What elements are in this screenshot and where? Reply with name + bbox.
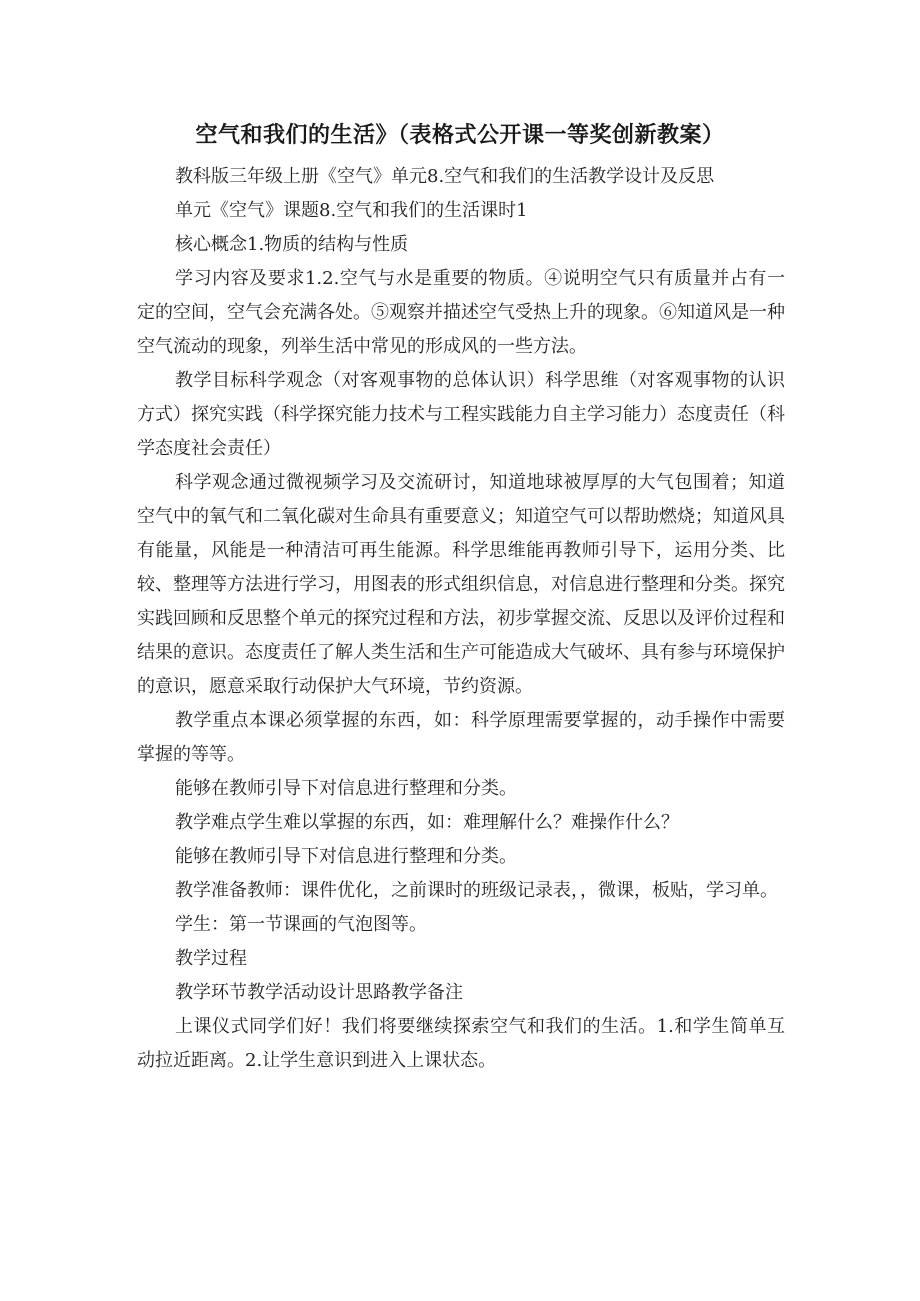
paragraph-key-points: 教学重点本课必须掌握的东西，如：科学原理需要掌握的，动手操作中需要掌握的等等。: [137, 710, 785, 765]
paragraph-student-prep: 学生：第一节课画的气泡图等。: [175, 914, 427, 935]
paragraph-teacher-prep: 教学准备教师：课件优化，之前课时的班级记录表，，微课，板贴，学习单。: [175, 880, 778, 901]
document-title: 空气和我们的生活》（表格式公开课一等奖创新教案）: [195, 123, 725, 148]
paragraph-textbook-info: 教科版三年级上册《空气》单元8.空气和我们的生活教学设计及反思: [175, 166, 715, 187]
paragraph-table-header: 教学环节教学活动设计思路教学备注: [175, 982, 463, 1003]
paragraph-core-concept: 核心概念1.物质的结构与性质: [175, 234, 409, 255]
paragraph-learning-requirements: 学习内容及要求1.2.空气与水是重要的物质。④说明空气只有质量并占有一定的空间，空气会充满各处。⑤观察并描述空气受热上升的现象。⑥知道风是一种空气流动的现象，列举生活中常见的形成风的一些方法。: [137, 268, 785, 357]
paragraph-class-ceremony: 上课仪式同学们好！我们将要继续探索空气和我们的生活。1.和学生简单互动拉近距离。2.让学生意识到进入上课状态。: [137, 1016, 785, 1071]
document-body: [137, 160, 785, 1078]
paragraph-teaching-goals: 教学目标科学观念（对客观事物的总体认识）科学思维（对客观事物的认识方式）探究实践（科学探究能力技术与工程实践能力自主学习能力）态度责任（科学态度社会责任）: [137, 370, 785, 459]
paragraph-science-concept: 科学观念通过微视频学习及交流研讨，知道地球被厚厚的大气包围着；知道空气中的氧气和二氧化碳对生命具有重要意义；知道空气可以帮助燃烧；知道风具有能量，风能是一种清洁可再生能源。科学思维能再教师引导下，运用分类、比较、整理等方法进行学习，用图表的形式组织信息，对信息进行整理和分类。探究实践回顾和反思整个单元的探究过程和方法，初步掌握交流、反思以及评价过程和结果的意识。态度责任了解人类生活和生产可能造成大气破坏、具有参与环境保护的意识，愿意采取行动保护大气环境，节约资源。: [137, 472, 785, 697]
paragraph-difficulties: 教学难点学生难以掌握的东西，如：难理解什么？难操作什么？: [175, 812, 679, 833]
paragraph-key-points-detail: 能够在教师引导下对信息进行整理和分类。: [175, 778, 517, 799]
paragraph-difficulties-detail: 能够在教师引导下对信息进行整理和分类。: [175, 846, 517, 867]
paragraph-unit-info: 单元《空气》课题8.空气和我们的生活课时1: [175, 200, 528, 221]
paragraph-teaching-process: 教学过程: [175, 948, 247, 969]
